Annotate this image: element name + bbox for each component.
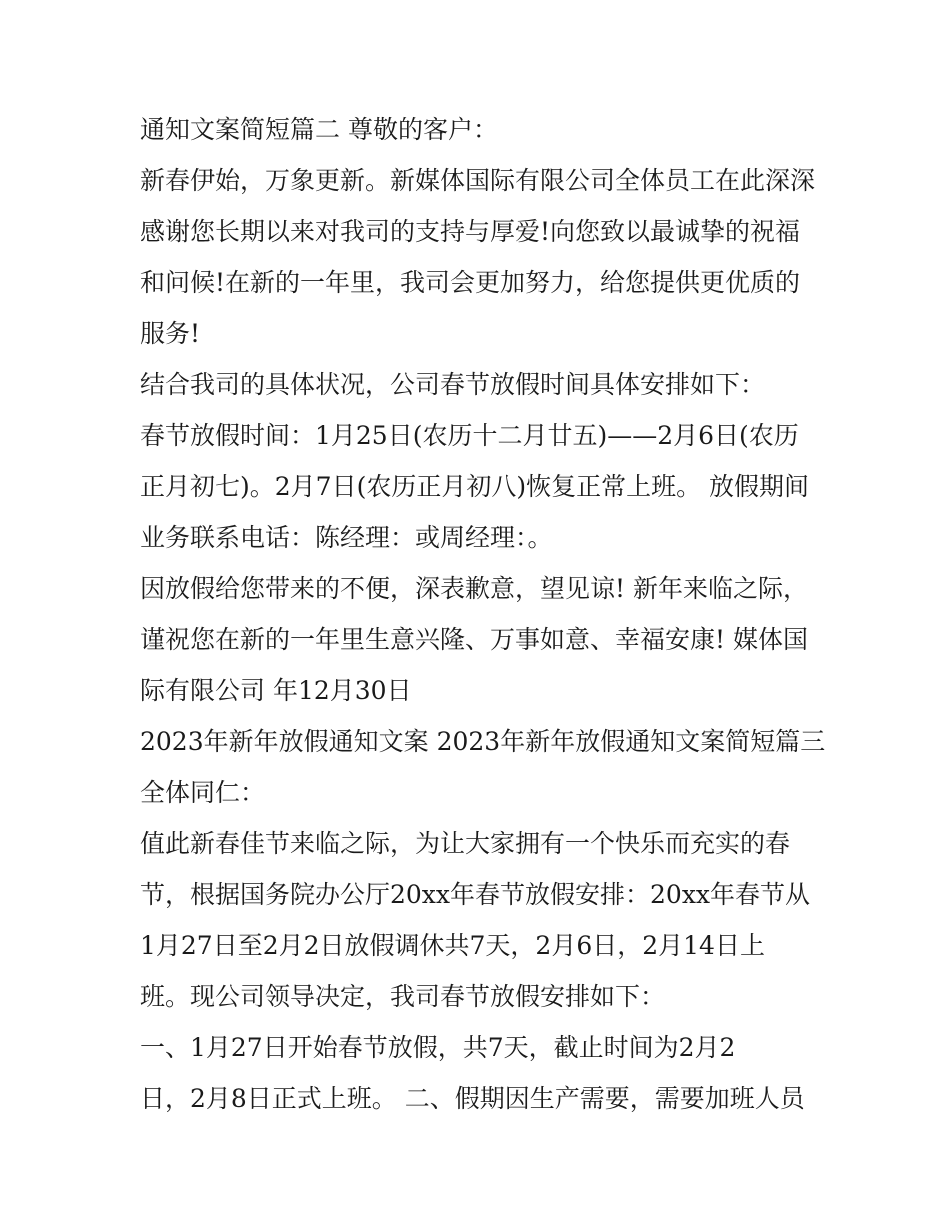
- text-line: 谨祝您在新的一年里生意兴隆、万事如意、幸福安康! 媒体国: [140, 625, 808, 654]
- text-line: 因放假给您带来的不便，深表歉意，望见谅! 新年来临之际，: [140, 574, 808, 603]
- text-line: 新春伊始，万象更新。新媒体国际有限公司全体员工在此深深: [140, 166, 816, 195]
- text-line: 际有限公司 年12月30日: [140, 676, 412, 705]
- text-line: 和问候!在新的一年里，我司会更加努力，给您提供更优质的: [140, 268, 801, 297]
- text-line: 班。现公司领导决定，我司春节放假安排如下：: [140, 982, 666, 1011]
- text-line: 春节放假时间：1月25日(农历十二月廿五)——2月6日(农历: [140, 421, 799, 450]
- text-line: 通知文案简短篇二 尊敬的客户：: [140, 115, 498, 144]
- text-line: 感谢您长期以来对我司的支持与厚爱!向您致以最诚挚的祝福: [140, 217, 801, 246]
- text-line: 业务联系电话：陈经理：或周经理：。: [140, 523, 553, 552]
- text-line: 值此新春佳节来临之际，为让大家拥有一个快乐而充实的春: [140, 829, 791, 858]
- text-line: 1月27日至2月2日放假调休共7天，2月6日，2月14日上: [140, 931, 765, 960]
- text-line: 正月初七)。2月7日(农历正月初八)恢复正常上班。 放假期间: [140, 472, 810, 501]
- text-line: 结合我司的具体状况，公司春节放假时间具体安排如下：: [140, 370, 766, 399]
- text-line: 全体同仁：: [140, 778, 266, 807]
- text-line: 节，根据国务院办公厅20xx年春节放假安排：20xx年春节从: [140, 880, 811, 909]
- text-line: 服务!: [140, 319, 201, 348]
- document-body: [140, 104, 830, 1124]
- text-line: 日，2月8日正式上班。 二、假期因生产需要，需要加班人员: [140, 1084, 805, 1113]
- text-line: 2023年新年放假通知文案 2023年新年放假通知文案简短篇三: [140, 727, 826, 756]
- text-line: 一、1月27日开始春节放假，共7天，截止时间为2月2: [140, 1033, 736, 1062]
